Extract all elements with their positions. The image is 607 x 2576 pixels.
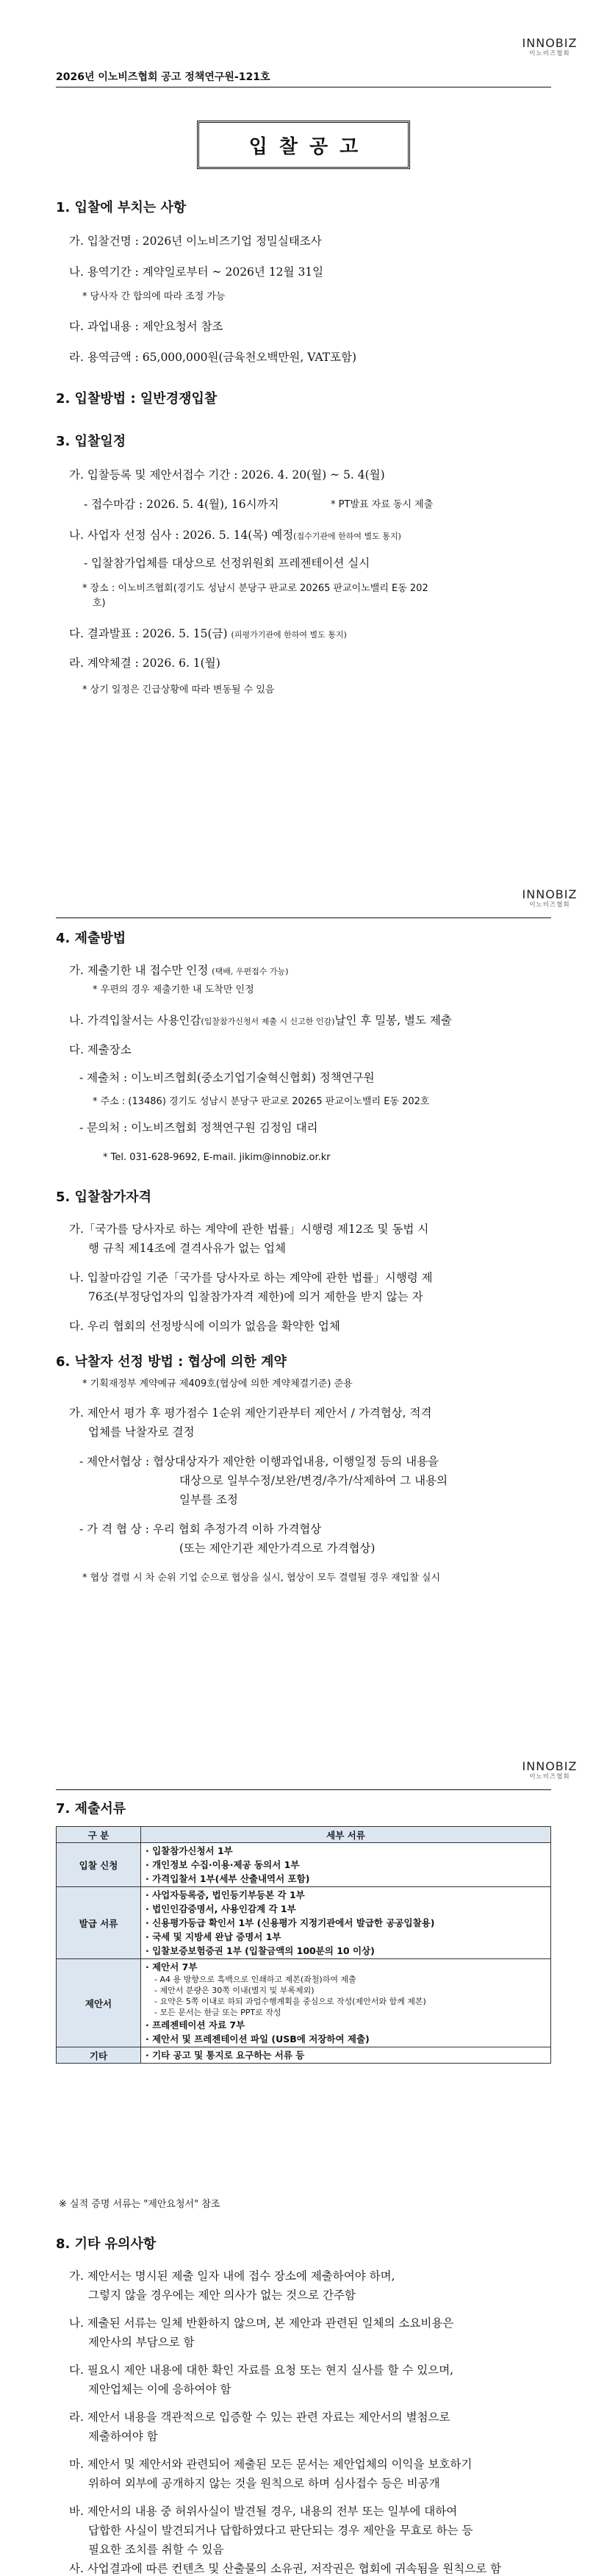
row-category: 발급 서류 xyxy=(57,1887,141,1959)
section-1-heading: 1. 입찰에 부치는 사항 xyxy=(56,200,187,215)
s8-item-f-line3: 필요한 조치를 취할 수 있음 xyxy=(88,2543,224,2556)
s3-item-a-sub-note: * PT발표 자료 동시 제출 xyxy=(331,499,434,510)
row-category: 기타 xyxy=(57,2047,141,2064)
s4-item-b xyxy=(69,1013,452,1029)
s4-item-c1-note: * 주소 : (13486) 경기도 성남시 분당구 판교로 20265 판교이노밸리 E동 202호 xyxy=(93,1096,430,1107)
col-category-header: 구 분 xyxy=(57,1827,141,1843)
logo-sub-text: 이노비즈협회 xyxy=(529,1773,570,1781)
page-3 xyxy=(0,1728,607,2576)
logo-sub-text: 이노비즈협회 xyxy=(529,901,570,909)
s5-item-a-line2: 행 규칙 제14조에 결격사유가 없는 업체 xyxy=(88,1242,286,1255)
s3-item-b-text: 나. 사업자 선정 심사 : 2026. 5. 14(목) 예정 xyxy=(69,529,294,542)
s3-item-b-small: (접수기관에 한하여 별도 통지) xyxy=(293,532,401,541)
row-category: 제안서 xyxy=(57,1959,141,2047)
s6-price-nego-line1: - 가 격 협 상 : 우리 협회 추정가격 이하 가격협상 xyxy=(79,1523,322,1536)
s3-item-b-sub: - 입찰참가업체를 대상으로 선정위원회 프레젠테이션 실시 xyxy=(84,557,370,570)
list-item-note: - 제안서 분량은 30쪽 이내(별지 및 부록제외) xyxy=(154,1986,315,1995)
s3-item-b-note-1: * 장소 : 이노비즈협회(경기도 성남시 분당구 판교로 20265 판교이노밸리 E동 202 xyxy=(82,583,428,594)
s1-item-d: 라. 용역금액 : 65,000,000원(금육천오백만원, VAT포함) xyxy=(69,351,357,364)
s8-item-b-line1: 나. 제출된 서류는 일체 반환하지 않으며, 본 제안과 관련된 일체의 소요비용은 xyxy=(69,2316,454,2330)
document-number: 2026년 이노비즈협회 공고 정책연구원-121호 xyxy=(56,71,270,83)
s3-item-c-text: 다. 결과발표 : 2026. 5. 15(금) xyxy=(69,627,228,640)
s4-item-b-post: 날인 후 밀봉, 별도 제출 xyxy=(334,1014,452,1027)
list-item: · 제안서 7부 xyxy=(146,1961,198,1972)
s8-item-g: 사. 사업결과에 따른 컨텐츠 및 산출물의 소유권, 저작권은 협회에 귀속됨을 원칙으로 함 xyxy=(69,2562,502,2575)
section-5-heading: 5. 입찰참가자격 xyxy=(56,1189,151,1205)
s8-item-d-line2: 제출하여야 함 xyxy=(88,2430,158,2443)
row-items xyxy=(141,1959,551,2047)
s3-item-b-note-2: 호) xyxy=(93,598,106,609)
s3-item-a-sub: - 접수마감 : 2026. 5. 4(월), 16시까지 xyxy=(84,498,279,511)
s4-item-b-small: (입찰참가신청서 제출 시 신고한 인감) xyxy=(201,1017,335,1026)
list-item: · 국세 및 지방세 완납 증명서 1부 xyxy=(146,1931,281,1942)
s8-item-a-line1: 가. 제안서는 명시된 제출 일자 내에 접수 장소에 제출하여야 하며, xyxy=(69,2269,395,2283)
table-row xyxy=(57,2047,551,2064)
table-row xyxy=(57,1843,551,1887)
section-6-heading: 6. 낙찰자 선정 방법 : 협상에 의한 계약 xyxy=(56,1354,287,1370)
s8-item-f-line1: 바. 제안서의 내용 중 허위사실이 발견될 경우, 내용의 전부 또는 일부에 대하여 xyxy=(69,2505,458,2518)
s3-item-a: 가. 입찰등록 및 제안서접수 기간 : 2026. 4. 20(월) ~ 5. 4(월) xyxy=(69,468,385,482)
table-row xyxy=(57,1959,551,2047)
list-item-note: - 요약은 5쪽 이내로 하되 과업수행계획을 중심으로 작성(제안서와 함께 제본) xyxy=(154,1997,426,2006)
s4-item-c2: - 문의처 : 이노비즈협회 정책연구원 김정임 대리 xyxy=(79,1121,318,1134)
s5-item-c: 다. 우리 협회의 선정방식에 이의가 없음을 확약한 업체 xyxy=(69,1320,340,1333)
page-2 xyxy=(0,853,607,1728)
table-row xyxy=(57,1887,551,1959)
logo-main-text: INNOBIZ xyxy=(522,1759,578,1773)
s8-item-f-line2: 답합한 사실이 발견되거나 답합하였다고 판단되는 경우 제안을 무효로 하는 등 xyxy=(88,2524,473,2537)
s3-item-b xyxy=(69,528,401,544)
row-items xyxy=(141,2047,551,2064)
list-item: · 프레젠테이션 자료 7부 xyxy=(146,2019,245,2031)
list-item: · 입찰보증보험증권 1부 (입찰금액의 100분의 10 이상) xyxy=(146,1945,375,1956)
list-item: · 기타 공고 및 통지로 요구하는 서류 등 xyxy=(146,2050,305,2061)
s3-item-c xyxy=(69,626,347,643)
s4-item-c1: - 제출처 : 이노비즈협회(중소기업기술혁신협회) 정책연구원 xyxy=(79,1071,375,1084)
page-title: 입찰공고 xyxy=(248,135,370,158)
s8-item-c-line2: 제안업체는 이에 응하여야 함 xyxy=(88,2383,231,2396)
s4-item-c: 다. 제출장소 xyxy=(69,1043,132,1056)
s6-item-a-line2: 업체를 낙찰자로 결정 xyxy=(88,1425,195,1439)
page-1 xyxy=(0,0,607,853)
section-3-heading: 3. 입찰일정 xyxy=(56,434,126,449)
header-divider xyxy=(56,1789,551,1790)
innobiz-logo xyxy=(520,888,579,909)
section-7-heading: 7. 제출서류 xyxy=(56,1801,126,1817)
section-4-heading: 4. 제출방법 xyxy=(56,931,126,946)
table-header-row xyxy=(57,1827,551,1843)
s8-item-e-line2: 위하여 외부에 공개하지 않는 것을 원칙으로 하며 심사접수 등은 비공개 xyxy=(88,2477,440,2490)
s8-item-b-line2: 제안사의 부담으로 함 xyxy=(88,2336,195,2349)
list-item: · 가격입찰서 1부(세부 산출내역서 포함) xyxy=(146,1873,310,1884)
s3-item-d: 라. 계약체결 : 2026. 6. 1(월) xyxy=(69,656,220,670)
s4-item-a-small: (택배, 우편접수 가능) xyxy=(212,967,289,976)
s4-item-a xyxy=(69,963,288,979)
row-items xyxy=(141,1887,551,1959)
s6-note: * 기획재정부 계약예규 제409호(협상에 의한 계약체결기준) 준용 xyxy=(82,1378,353,1389)
s6-proposal-nego-line2: 대상으로 일부수정/보완/변경/추가/삭제하여 그 내용의 xyxy=(179,1474,448,1487)
s4-item-c2-note: * Tel. 031-628-9692, E-mail. jikim@innobiz.or.kr xyxy=(103,1152,331,1163)
s4-item-b-pre: 나. 가격입찰서는 사용인감 xyxy=(69,1014,201,1027)
s1-item-b-note: * 당사자 간 합의에 따라 조정 가능 xyxy=(82,291,226,302)
s6-proposal-nego-line1: - 제안서협상 : 협상대상자가 제안한 이행과업내용, 이행일정 등의 내용을 xyxy=(79,1455,439,1468)
list-item: · 사업자등록증, 법인등기부등본 각 1부 xyxy=(146,1889,305,1900)
list-item: · 제안서 및 프레젠테이션 파일 (USB에 저장하여 제출) xyxy=(146,2033,370,2044)
innobiz-logo xyxy=(520,1760,579,1781)
s8-item-d-line1: 라. 제안서 내용을 객관적으로 입증할 수 있는 관련 자료는 제안서의 별첨으로 xyxy=(69,2411,450,2424)
s1-item-b: 나. 용역기간 : 계약일로부터 ~ 2026년 12월 31일 xyxy=(69,265,324,279)
s6-item-a-line1: 가. 제안서 평가 후 평가점수 1순위 제안기관부터 제안서 / 가격협상, 적격 xyxy=(69,1406,432,1420)
row-category: 입찰 신청 xyxy=(57,1843,141,1887)
list-item: · 개인정보 수집·이용·제공 동의서 1부 xyxy=(146,1859,300,1870)
s5-item-a-line1: 가.「국가를 당사자로 하는 계약에 관한 법률」시행령 제12조 및 동법 시 xyxy=(69,1223,429,1236)
list-item: · 입찰참가신청서 1부 xyxy=(146,1845,233,1856)
list-item-note: - A4 용 방향으로 흑백으로 인쇄하고 제본(좌철)하여 제출 xyxy=(154,1975,356,1984)
s6-price-nego-line2: (또는 제안기관 제안가격으로 가격협상) xyxy=(179,1542,376,1555)
list-item-note: - 모든 문서는 한글 또는 PPT로 작성 xyxy=(154,2008,281,2017)
s8-item-e-line1: 마. 제안서 및 제안서와 관련되어 제출된 모든 문서는 제안업체의 이익을 보호하기 xyxy=(69,2458,473,2471)
s6-proposal-nego-line3: 일부를 조정 xyxy=(179,1493,238,1506)
logo-main-text: INNOBIZ xyxy=(522,887,578,901)
s1-item-a: 가. 입찰건명 : 2026년 이노비즈기업 정밀실태조사 xyxy=(69,235,322,248)
submission-documents-table xyxy=(56,1826,551,2064)
s5-item-b-line1: 나. 입찰마감일 기준「국가를 당사자로 하는 계약에 관한 법률」시행령 제 xyxy=(69,1271,433,1284)
s7-footnote: ※ 실적 증명 서류는 "제안요청서" 참조 xyxy=(59,2199,220,2210)
logo-sub-text: 이노비즈협회 xyxy=(529,50,570,57)
s3-item-c-small: (피평가기관에 한하여 별도 통지) xyxy=(231,630,347,640)
s3-item-d-note: * 상기 일정은 긴급상황에 따라 변동될 수 있음 xyxy=(82,684,275,695)
s8-item-c-line1: 다. 필요시 제안 내용에 대한 확인 자료를 요청 또는 현지 실사를 할 수 있으며, xyxy=(69,2364,454,2377)
logo-main-text: INNOBIZ xyxy=(522,36,578,50)
s5-item-b-line2: 76조(부정당업자의 입찰참가자격 제한)에 의거 제한을 받지 않는 자 xyxy=(88,1290,423,1303)
s4-item-a-text: 가. 제출기한 내 접수만 인정 xyxy=(69,964,209,977)
list-item: · 신용평가등급 확인서 1부 (신용평가 지정기관에서 발급한 공공입찰용) xyxy=(146,1917,435,1928)
s1-item-c: 다. 과업내용 : 제안요청서 참조 xyxy=(69,320,223,333)
title-box xyxy=(197,121,410,169)
section-2-heading: 2. 입찰방법 : 일반경쟁입찰 xyxy=(56,391,218,407)
header-divider xyxy=(56,917,551,918)
innobiz-logo xyxy=(520,37,579,57)
s4-item-a-note: * 우편의 경우 제출기한 내 도착만 인정 xyxy=(93,984,254,995)
row-items xyxy=(141,1843,551,1887)
col-detail-header: 세부 서류 xyxy=(141,1827,551,1843)
s8-item-a-line2: 그렇지 않을 경우에는 제안 의사가 없는 것으로 간주함 xyxy=(88,2289,356,2302)
s6-final-note: * 협상 결렬 시 차 순위 기업 순으로 협상을 실시, 협상이 모두 결렬될 경우 재입찰 실시 xyxy=(82,1573,441,1584)
list-item: · 법인인감증명서, 사용인감계 각 1부 xyxy=(146,1903,296,1914)
section-8-heading: 8. 기타 유의사항 xyxy=(56,2236,157,2252)
